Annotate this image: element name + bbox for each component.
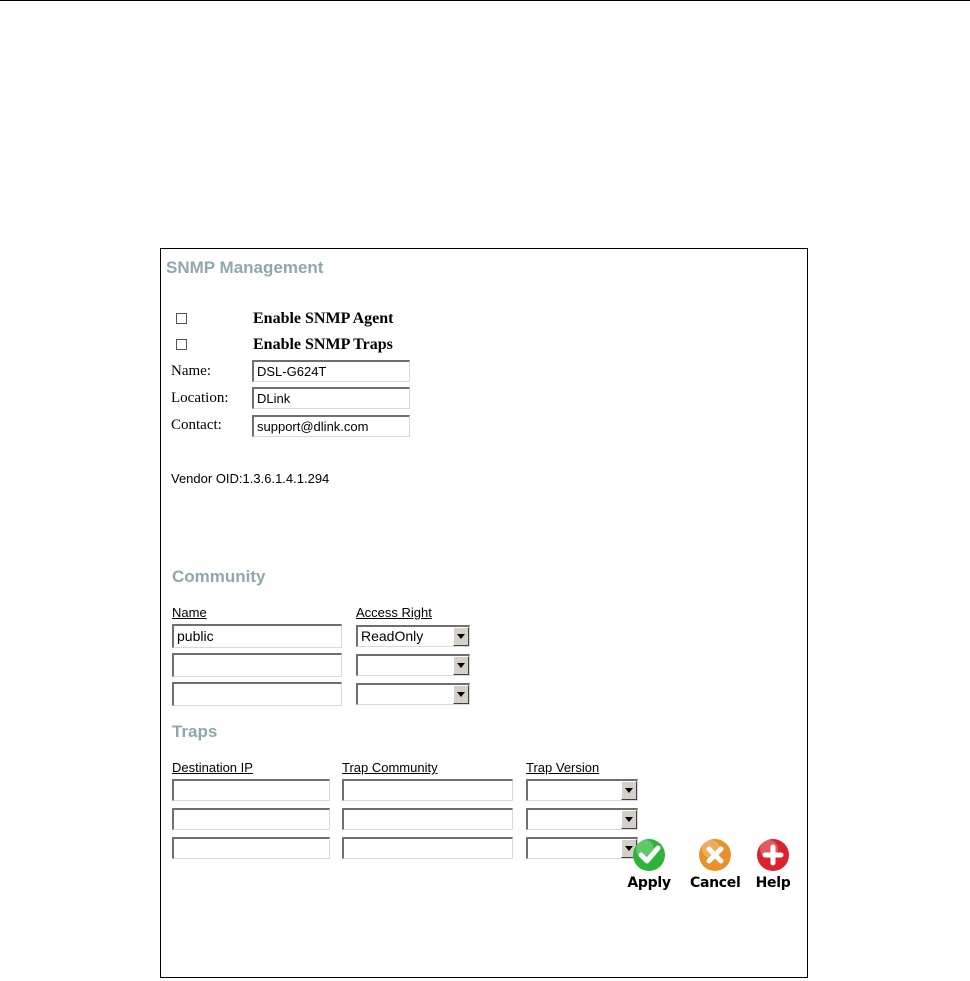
- community-access-value-1: ReadOnly: [361, 628, 424, 644]
- chevron-down-icon[interactable]: [621, 810, 637, 829]
- trap-community-input-2[interactable]: [342, 808, 513, 830]
- community-col-name: Name: [172, 605, 207, 620]
- chevron-down-icon[interactable]: [453, 685, 469, 704]
- plus-icon: [756, 838, 790, 872]
- trap-version-select-2[interactable]: [526, 808, 638, 830]
- traps-col-community: Trap Community: [342, 760, 438, 775]
- community-name-input-2[interactable]: [172, 653, 342, 677]
- traps-title: Traps: [172, 722, 218, 741]
- community-col-access: Access Right: [356, 605, 432, 620]
- name-label: Name:: [171, 363, 211, 379]
- community-access-select-1[interactable]: [356, 625, 470, 647]
- snmp-panel: [160, 248, 808, 978]
- cancel-button[interactable]: [690, 838, 740, 891]
- help-label: Help: [755, 875, 791, 891]
- vendor-oid: [171, 471, 329, 486]
- vendor-oid-value: 1.3.6.1.4.1.294: [242, 471, 330, 486]
- trap-community-input-1[interactable]: [342, 779, 513, 801]
- community-name-input-3[interactable]: [172, 682, 342, 706]
- trap-version-select-1[interactable]: [526, 779, 638, 801]
- checkmark-icon: [632, 838, 666, 872]
- name-field[interactable]: DSL-G624T: [252, 360, 410, 382]
- location-label: Location:: [171, 390, 229, 406]
- x-icon: [698, 838, 732, 872]
- trap-dest-input-1[interactable]: [172, 779, 330, 801]
- contact-field[interactable]: support@dlink.com: [252, 415, 410, 437]
- cancel-label: Cancel: [690, 875, 741, 891]
- enable-traps-label: Enable SNMP Traps: [253, 336, 393, 353]
- community-access-select-2[interactable]: [356, 654, 470, 676]
- location-field[interactable]: DLink: [252, 387, 410, 409]
- community-name-input-1[interactable]: public: [172, 624, 342, 648]
- chevron-down-icon[interactable]: [453, 656, 469, 675]
- vendor-oid-label: Vendor OID:: [171, 471, 243, 486]
- apply-button[interactable]: [624, 838, 674, 891]
- trap-dest-input-2[interactable]: [172, 808, 330, 830]
- chevron-down-icon[interactable]: [453, 627, 469, 646]
- community-title: Community: [172, 567, 266, 586]
- section-title: SNMP Management: [166, 258, 324, 277]
- enable-agent-label: Enable SNMP Agent: [253, 310, 394, 327]
- enable-traps-checkbox[interactable]: [176, 339, 187, 350]
- contact-label: Contact:: [171, 417, 222, 433]
- trap-dest-input-3[interactable]: [172, 837, 330, 859]
- trap-version-select-3[interactable]: [526, 837, 638, 859]
- traps-col-dest: Destination IP: [172, 760, 253, 775]
- enable-agent-checkbox[interactable]: [176, 313, 187, 324]
- trap-community-input-3[interactable]: [342, 837, 513, 859]
- traps-col-version: Trap Version: [526, 760, 600, 775]
- top-rule: [0, 0, 970, 1]
- help-button[interactable]: [748, 838, 798, 891]
- apply-label: Apply: [627, 875, 671, 891]
- community-access-select-3[interactable]: [356, 683, 470, 705]
- chevron-down-icon[interactable]: [621, 781, 637, 800]
